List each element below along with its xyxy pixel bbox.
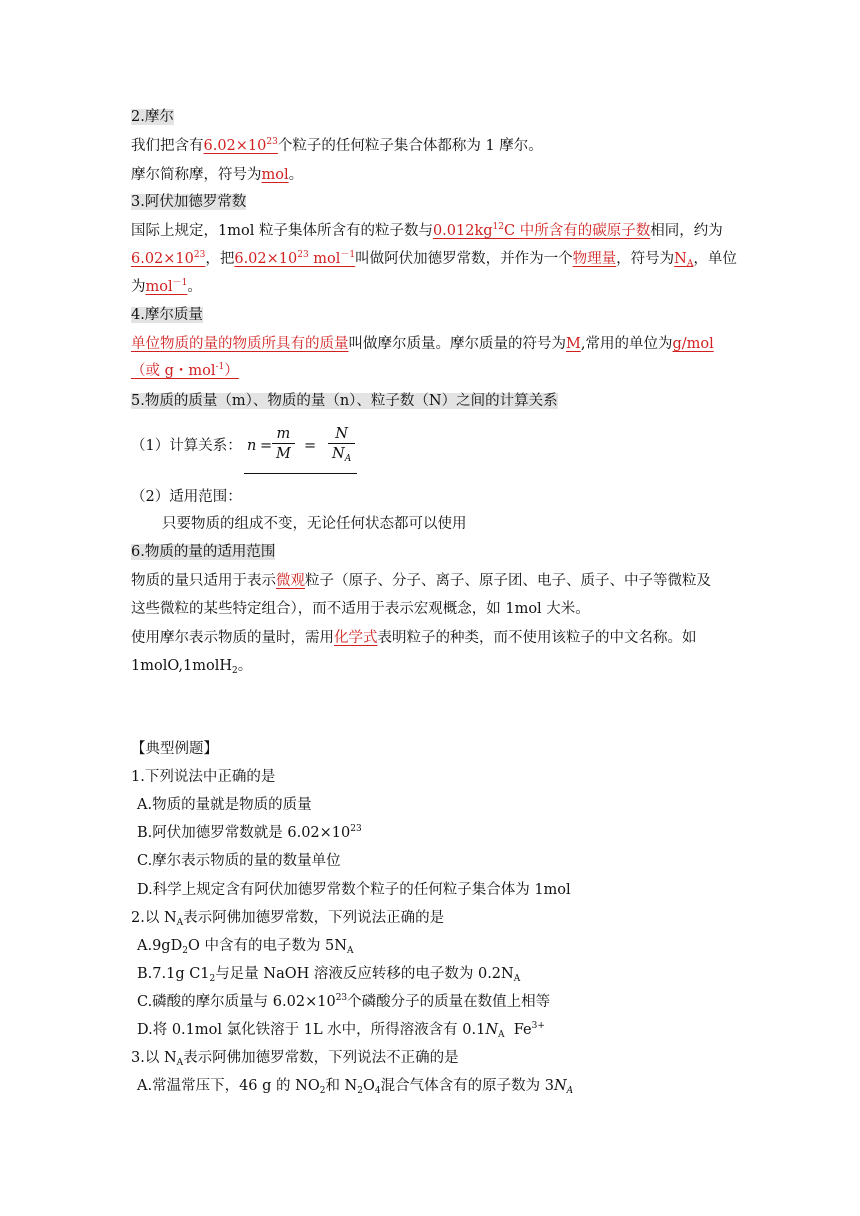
q2-option-c: C.磷酸的摩尔质量与 $6.02\times 10^{23}$个磷酸分子的质量在数值上相等 bbox=[137, 993, 551, 1010]
section-6-line-4: 1molO,1molH$_2$。 bbox=[131, 658, 253, 676]
examples-title: 【典型例题】 bbox=[131, 741, 218, 757]
q1-option-d: D.科学上规定含有阿伏加德罗常数个粒子的任何粒子集合体为 1mol bbox=[137, 882, 571, 898]
q1-option-a: A.物质的量就是物质的质量 bbox=[137, 797, 312, 813]
section-6-line-3: 使用摩尔表示物质的量时，需用化学式表明粒子的种类，而不使用该粒子的中文名称。如 bbox=[131, 630, 697, 646]
q2-option-d: D.将 0.1mol 氯化铁溶于 1L 水中，所得溶液含有 $0.1N_A$ $Fe^{3+}$ bbox=[137, 1021, 545, 1040]
fraction-m-over-M: $\frac{m}{M}$ bbox=[272, 425, 295, 464]
section-3-heading: 3.阿伏加德罗常数 bbox=[131, 194, 247, 210]
section-6-line-2: 这些微粒的某些特定组合），而不适用于表示宏观概念，如 1mol 大米。 bbox=[131, 601, 590, 617]
section-6-heading: 6.物质的量的适用范围 bbox=[131, 544, 276, 560]
formula-n: n bbox=[247, 438, 257, 454]
q2-option-b: B.7.1g $C1_2$与足量 NaOH 溶液反应转移的电子数为 $0.2N_A$ bbox=[137, 966, 521, 984]
section-2-line-2: 摩尔简称摩，符号为mol。 bbox=[131, 167, 304, 183]
section-3-line-2: $6.02\times 10^{23}$，把$6.02\times 10^{23}$ mol$^{-1}$叫做阿伏加德罗常数，并作为一个物理量，符号为$N_A$，单位 bbox=[131, 250, 737, 269]
calc-label: （1）计算关系： bbox=[131, 438, 242, 454]
question-1: 1.下列说法中正确的是 bbox=[131, 769, 276, 785]
q2-option-a: $A.9gD_2O$ 中含有的电子数为 $5N_A$ bbox=[137, 938, 354, 956]
fraction-N-over-NA: $\frac{N}{N_A}$ bbox=[328, 425, 355, 464]
question-3: 3.以 $N_A$表示阿佛加德罗常数，下列说法不正确的是 bbox=[131, 1050, 459, 1068]
q1-option-c: C.摩尔表示物质的量的数量单位 bbox=[137, 853, 341, 869]
q3-option-a: A.常温常压下，46 g 的 $NO_2$和 $N_2O_4$混合气体含有的原子数为 $3N_A$ bbox=[137, 1078, 574, 1096]
section-3-line-1: 国际上规定，1mol 粒子集体所含有的粒子数与$0.012kg^{12}C$ 中所含有的碳原子数相同，约为 bbox=[131, 222, 723, 239]
scope-text: 只要物质的组成不变，无论任何状态都可以使用 bbox=[162, 516, 467, 532]
section-3-line-3: 为mol$^{-1}$。 bbox=[131, 278, 202, 295]
scope-label: （2）适用范围： bbox=[131, 489, 242, 505]
formula-eq1: = bbox=[260, 438, 273, 454]
section-4-line-2: （或 g・mol$^{-1}$） bbox=[131, 362, 239, 379]
question-2: 2.以 $N_A$表示阿佛加德罗常数，下列说法正确的是 bbox=[131, 910, 445, 928]
formula bbox=[244, 425, 357, 474]
section-4-heading: 4.摩尔质量 bbox=[131, 307, 203, 323]
section-2-heading: 2.摩尔 bbox=[131, 109, 174, 125]
section-2-line-1: 我们把含有$6.02\times 10^{23}$个粒子的任何粒子集合体都称为 1 摩尔。 bbox=[131, 137, 543, 154]
q1-option-b: B.阿伏加德罗常数就是 $6.02\times 10^{23}$ bbox=[137, 824, 362, 841]
formula-eq2: = bbox=[304, 438, 317, 454]
section-4-line-1: 单位物质的量的物质所具有的质量叫做摩尔质量。摩尔质量的符号为M,常用的单位为g/mol bbox=[131, 336, 714, 352]
section-5-heading: 5.物质的质量（m）、物质的量（n）、粒子数（N）之间的计算关系 bbox=[131, 393, 558, 409]
section-6-line-1: 物质的量只适用于表示微观粒子（原子、分子、离子、原子团、电子、质子、中子等微粒及 bbox=[131, 573, 711, 589]
